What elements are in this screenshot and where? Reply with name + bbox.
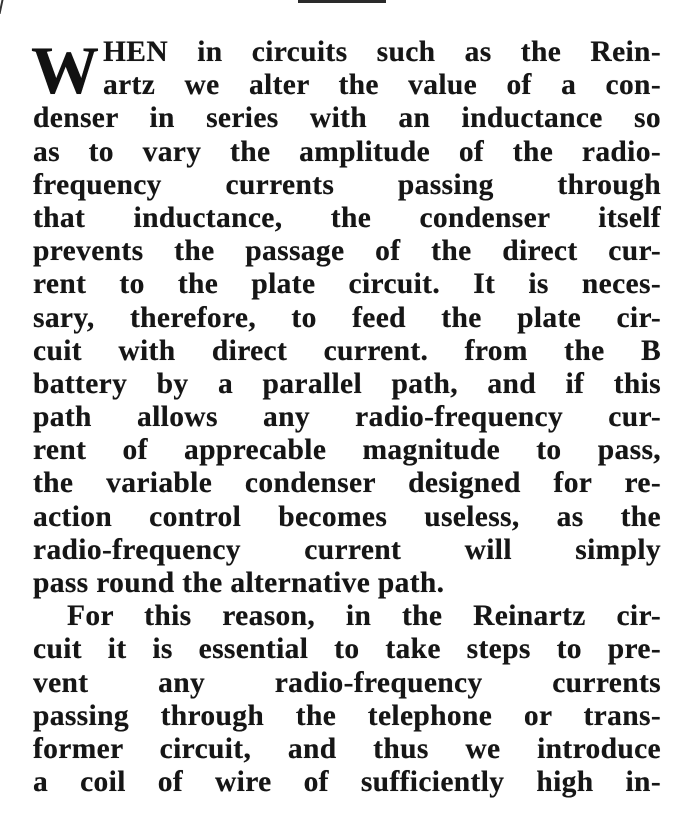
page-edge-mark bbox=[0, 0, 9, 14]
article-column bbox=[31, 32, 661, 799]
text-line: rent of apprecable magnitude to pass, bbox=[33, 434, 661, 467]
text-line: cuit with direct current. from the B bbox=[33, 334, 661, 367]
text-line: a coil of wire of sufficiently high in- bbox=[33, 766, 661, 799]
text-line: path allows any radio-frequency cur- bbox=[33, 401, 661, 434]
paragraph-1 bbox=[31, 32, 661, 600]
paragraph-2 bbox=[33, 600, 661, 799]
drop-cap: W bbox=[31, 32, 97, 108]
text-line: sary, therefore, to feed the plate cir- bbox=[33, 301, 661, 334]
text-line: For this reason, in the Reinartz cir- bbox=[67, 600, 661, 633]
text-line: as to vary the amplitude of the radio- bbox=[33, 135, 661, 168]
text-line: the variable condenser designed for re- bbox=[33, 467, 661, 500]
text-line: frequency currents passing through bbox=[33, 168, 661, 201]
text-line: HEN in circuits such as the Rein- bbox=[103, 36, 661, 68]
text-line: denser in series with an inductance so bbox=[33, 102, 661, 135]
text-line: vent any radio-frequency currents bbox=[33, 666, 661, 699]
text-line: passing through the telephone or trans- bbox=[33, 699, 661, 732]
text-line: former circuit, and thus we introduce bbox=[33, 732, 661, 765]
column-top-rule bbox=[298, 0, 386, 3]
text-line: pass round the alternative path. bbox=[33, 567, 445, 599]
text-line: cuit it is essential to take steps to pre- bbox=[33, 633, 661, 666]
text-line: rent to the plate circuit. It is neces- bbox=[33, 268, 661, 301]
text-line: prevents the passage of the direct cur- bbox=[33, 235, 661, 268]
text-line: action control becomes useless, as the bbox=[33, 500, 661, 533]
text-line: artz we alter the value of a con- bbox=[103, 69, 661, 102]
text-line: that inductance, the condenser itself bbox=[33, 201, 661, 234]
text-line: battery by a parallel path, and if this bbox=[33, 367, 661, 400]
text-line: radio-frequency current will simply bbox=[33, 533, 661, 566]
